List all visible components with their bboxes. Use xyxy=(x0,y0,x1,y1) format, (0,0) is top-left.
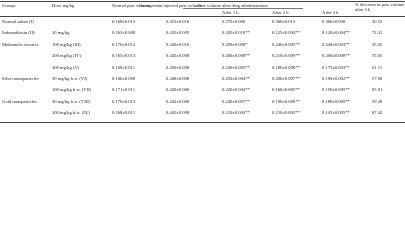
table-cell-dose: 50 mg/kg b.w. (VI) xyxy=(52,76,88,81)
table-cell-carrageenan: 0.448±0.008 xyxy=(166,76,190,81)
header-dose: Dose mg/kg xyxy=(52,3,75,8)
table-header-rule xyxy=(0,16,405,17)
table-cell-h3: 0.360±0.008 xyxy=(322,19,346,24)
table-cell-h2: 0.160±0.005** xyxy=(272,87,300,93)
table-cell-h2: 0.200±0.007** xyxy=(272,76,300,81)
table-cell-normal: 0.171±0.011 xyxy=(112,87,136,93)
table-cell-dose: 10 mg/kg xyxy=(52,30,70,36)
header-after-2h: After 2 h xyxy=(272,10,289,15)
table-cell-group: Methanolic extracts xyxy=(2,41,39,47)
table-cell-h1: 0.240±0.007** xyxy=(222,98,250,104)
table-cell-h3: 0.120±0.004** xyxy=(322,30,350,36)
table-cell-normal: 0.165±0.013 xyxy=(112,53,136,59)
table-cell-h1: 0.205±0.010** xyxy=(222,30,250,36)
table-cell-dose: 100 mg/kg (III) xyxy=(52,41,81,47)
table-cell-pct: 72.41 xyxy=(372,30,383,36)
table-cell-normal: 0.170±0.015 xyxy=(112,98,136,104)
table-cell-h1: 0.220±0.004** xyxy=(222,87,250,93)
header-group: Groups xyxy=(2,3,16,8)
table-cell-h2: 0.150±0.005** xyxy=(272,110,300,116)
table-cell-normal: 0.168±0.011 xyxy=(112,64,136,70)
table-cell-group: Silver nanoparticles xyxy=(2,76,39,81)
table-cell-pct: 20.53 xyxy=(372,19,383,24)
table-cell-dose: 200 mg/kg (IV) xyxy=(52,53,81,59)
table-cell-h2: 0.360±0.015 xyxy=(272,19,296,24)
table-cell-dose: 100 mg/kg b.w. (VII) xyxy=(52,87,92,93)
table-cell-pct: 65.91 xyxy=(372,87,383,93)
table-cell-h3: 0.190±0.002** xyxy=(322,76,350,81)
table-cell-pct: 61.11 xyxy=(372,64,383,70)
table-cell-normal: 0.168±0.011 xyxy=(112,110,136,116)
table-bottom-rule xyxy=(0,122,405,123)
table-cell-normal: 0.170±0.012 xyxy=(112,41,136,47)
table-cell-pct: 57.58 xyxy=(372,76,383,81)
table-cell-h1: 0.210±0.004** xyxy=(222,110,250,116)
table-cell-carrageenan: 0.453±0.016 xyxy=(166,19,190,24)
header-after-drug: Paw volume after drug administration xyxy=(198,3,268,8)
table-cell-h1: 0.230±0.005** xyxy=(222,64,250,70)
table-cell-dose: 400 mg/kg (V) xyxy=(52,64,80,70)
table-cell-h1: 0.290±0.009* xyxy=(222,41,248,47)
table-cell-h3: 0.200±0.008** xyxy=(322,53,350,59)
table-cell-h2: 0.210±0.009** xyxy=(272,53,300,59)
table-cell-dose: 100 mg/kg b.w. (IX) xyxy=(52,110,90,116)
table-cell-pct: 55.05 xyxy=(372,53,383,59)
table-cell-carrageenan: 0.440±0.006 xyxy=(166,87,190,93)
table-cell-h3: 0.145±0.005** xyxy=(322,110,350,116)
header-normal: Normal paw volume xyxy=(112,3,150,8)
table-cell-carrageenan: 0.440±0.016 xyxy=(166,41,190,47)
table-cell-h1: 0.370±0.006 xyxy=(222,19,246,24)
table-cell-carrageenan: 0.435±0.005 xyxy=(166,30,190,36)
table-cell-normal: 0.166±0.009 xyxy=(112,76,136,81)
table-cell-pct: 67.42 xyxy=(372,110,383,116)
table-top-rule xyxy=(0,1,405,2)
header-after-1h: After 1 h xyxy=(222,10,239,15)
table-cell-group: Indomethacin (II) xyxy=(2,30,35,36)
table-cell-h2: 0.180±0.008** xyxy=(272,64,300,70)
table-cell-h2: 0.190±0.006** xyxy=(272,98,300,104)
table-cell-h2: 0.240±0.005** xyxy=(272,41,300,47)
table-cell-h1: 0.260±0.008** xyxy=(222,53,250,59)
table-cell-normal: 0.163±0.008 xyxy=(112,30,136,36)
table-cell-normal: 0.168±0.015 xyxy=(112,19,136,24)
table-cell-h2: 0.125±0.004** xyxy=(272,30,300,36)
table-cell-h1: 0.250±0.004** xyxy=(222,76,250,81)
table-cell-group: Gold nanoparticles xyxy=(2,98,37,104)
table-cell-carrageenan: 0.445±0.008 xyxy=(166,110,190,116)
table-cell-carrageenan: 0.445±0.008 xyxy=(166,53,190,59)
table-cell-carrageenan: 0.442±0.006 xyxy=(166,98,190,104)
table-cell-h3: 0.180±0.005** xyxy=(322,98,350,104)
table-cell-h3: 0.150±0.005** xyxy=(322,87,350,93)
table-cell-pct: 59.28 xyxy=(372,98,383,104)
table-cell-h3: 0.175±0.003** xyxy=(322,64,350,70)
table-cell-h3: 0.240±0.003** xyxy=(322,41,350,47)
after-drug-subrule xyxy=(183,8,303,9)
table-cell-carrageenan: 0.450±0.008 xyxy=(166,64,190,70)
table-cell-group: Normal saline (I) xyxy=(2,19,34,24)
table-cell-pct: 45.45 xyxy=(372,41,383,47)
header-pct: % decrease in paw volume after 3 h xyxy=(355,2,405,12)
table-cell-dose: 50 mg/kg b.w. (VIII) xyxy=(52,98,91,104)
header-after-3h: After 3 h xyxy=(322,10,339,15)
header-carrageenan: Carrageenan injected paw volume xyxy=(139,3,202,8)
